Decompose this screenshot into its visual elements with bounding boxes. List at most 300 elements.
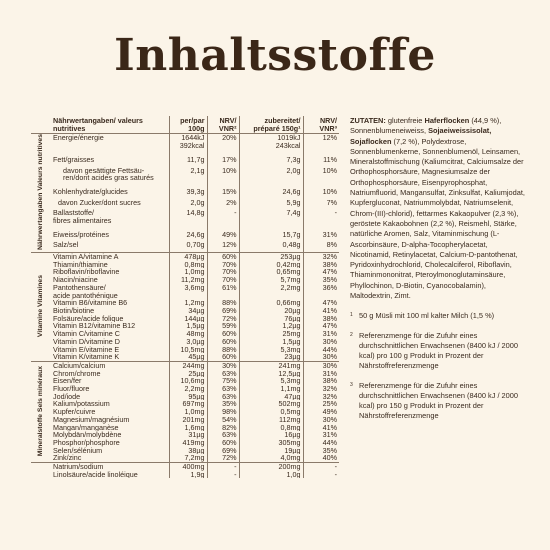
nutrient-label-text: Energie/énergie	[53, 133, 104, 143]
header-label-text: Nährwertangaben/ valeurs nutritives	[53, 116, 143, 133]
value-per100: 3,0µg	[186, 337, 205, 346]
value-prepared-cell	[239, 231, 303, 242]
value-nrv2: 47%	[322, 268, 337, 277]
value-nrv1-cell	[207, 408, 239, 416]
footnote	[350, 311, 528, 321]
nutrient-label-text: Biotin/biotine	[53, 307, 95, 315]
header-prepared-text: zubereitet/ préparé 150g¹	[253, 116, 301, 133]
value-nrv1: 60%	[222, 252, 237, 261]
value-per100: 14,8g	[186, 209, 205, 218]
value-prepared-cell	[239, 322, 303, 330]
value-per100: 478µg	[184, 252, 205, 261]
value-nrv1-cell	[207, 471, 239, 479]
value-nrv1: 60%	[222, 330, 237, 338]
value-nrv1: 10%	[222, 166, 237, 175]
value-nrv2: 30%	[322, 415, 337, 424]
value-nrv1-cell	[207, 431, 239, 439]
value-nrv1: 82%	[222, 423, 237, 432]
header-per100-text: per/par 100g	[180, 116, 205, 133]
value-per100-cell	[169, 188, 207, 199]
table-row	[31, 400, 339, 408]
table-row	[31, 261, 339, 269]
value-nrv1-cell	[207, 385, 239, 393]
value-prepared-cell	[239, 330, 303, 338]
value-prepared-cell	[239, 261, 303, 269]
value-prepared-cell	[239, 353, 303, 361]
value-per100: 144µg	[184, 314, 205, 323]
value-per100: 2,1g	[190, 166, 205, 175]
value-nrv1: 70%	[222, 268, 237, 277]
value-per100: 2,2mg	[184, 385, 205, 393]
value-per100-cell	[169, 284, 207, 299]
value-prepared-cell	[239, 400, 303, 408]
value-nrv2-cell	[303, 315, 339, 323]
value-nrv2: 44%	[322, 438, 337, 447]
value-per100-cell	[169, 307, 207, 315]
value-per100: 400mg	[182, 462, 205, 471]
value-prepared: 23µg	[284, 353, 301, 362]
value-per100-cell	[169, 353, 207, 361]
value-nrv2: 25%	[322, 400, 337, 409]
value-nrv1: 54%	[222, 415, 237, 424]
value-per100: 0,8mg	[184, 260, 205, 269]
value-nrv2-cell	[303, 416, 339, 424]
value-prepared: 112mg	[279, 415, 301, 424]
value-nrv2: 41%	[322, 423, 337, 432]
value-nrv1: 61%	[222, 283, 237, 292]
value-prepared-cell	[239, 134, 303, 156]
table-row	[31, 431, 339, 439]
table-row	[31, 377, 339, 385]
nutrient-label	[51, 431, 169, 439]
value-nrv1-cell	[207, 439, 239, 447]
value-nrv2: 12%	[322, 133, 337, 143]
table-row	[31, 307, 339, 315]
value-prepared: 1,0g	[286, 470, 301, 479]
value-prepared: 5,3mg	[280, 345, 301, 354]
nutrient-label	[51, 330, 169, 338]
value-nrv1-cell	[207, 338, 239, 346]
page-title: Inhaltsstoffe	[114, 30, 436, 81]
nutrient-label	[51, 393, 169, 401]
value-prepared-cell	[239, 346, 303, 354]
table-row	[31, 276, 339, 284]
value-per100-cell	[169, 408, 207, 416]
footnote-mark: 1	[350, 312, 353, 319]
value-per100-cell	[169, 424, 207, 432]
value-prepared: 2,2mg	[280, 283, 301, 292]
value-nrv1-cell	[207, 268, 239, 276]
nutrient-label-text: Thiamin/thiamine	[53, 260, 108, 269]
value-nrv1-cell	[207, 209, 239, 230]
table-row	[31, 471, 339, 479]
value-per100: 48mg	[186, 330, 205, 338]
value-nrv2-cell	[303, 361, 339, 369]
value-per100: 25µg	[188, 369, 205, 378]
table-row	[31, 315, 339, 323]
value-per100: 201mg	[182, 415, 205, 424]
nutrient-label-text: Vitamin B6/vitamine B6	[53, 299, 128, 307]
value-nrv1: 49%	[222, 230, 237, 239]
ingredients-column	[350, 116, 528, 421]
nutrient-label	[51, 338, 169, 346]
nutrient-label-text: Mangan/manganèse	[53, 423, 119, 432]
nutrient-label	[51, 346, 169, 354]
nutrient-label-text: Eisen/fer	[53, 377, 82, 386]
value-nrv2: 31%	[322, 369, 337, 378]
value-nrv1: 69%	[222, 307, 237, 315]
value-nrv2: 30%	[322, 337, 337, 346]
nutrient-label	[51, 261, 169, 269]
group-label: Mineralstoffe Sels minéraux	[37, 366, 44, 457]
value-nrv2: 40%	[322, 454, 337, 463]
value-nrv1: 59%	[222, 322, 237, 331]
value-nrv2: 32%	[322, 392, 337, 401]
table-row	[31, 393, 339, 401]
value-nrv1: 15%	[222, 187, 237, 196]
nutrient-label-text: davon gesättigte Fettsäu- ren/dont acides gras saturés	[63, 166, 154, 183]
nutrient-label-text: Kalium/potassium	[53, 400, 110, 409]
value-nrv1: 63%	[222, 385, 237, 393]
value-per100: 38µg	[188, 446, 205, 455]
value-nrv1: 35%	[222, 400, 237, 409]
value-prepared-cell	[239, 156, 303, 167]
value-nrv1-cell	[207, 241, 239, 252]
value-per100-cell	[169, 338, 207, 346]
value-nrv2-cell	[303, 167, 339, 188]
value-nrv1: 75%	[222, 377, 237, 386]
group-label: Nährwertangaben Valeurs nutritives	[37, 134, 44, 251]
value-per100: 24,6g	[186, 230, 205, 239]
value-nrv2: 7%	[326, 198, 337, 207]
value-per100-cell	[169, 276, 207, 284]
nutrient-label-text: Zink/zinc	[53, 454, 82, 463]
value-prepared-cell	[239, 424, 303, 432]
nutrient-label	[51, 199, 169, 210]
nutrient-label-text: Calcium/calcium	[53, 361, 106, 370]
value-prepared: 12,5µg	[278, 369, 301, 378]
value-prepared: 5,3mg	[280, 377, 301, 386]
value-nrv2-cell	[303, 307, 339, 315]
nutrient-label-text: Vitamin A/vitamine A	[53, 252, 119, 261]
value-per100: 1,2mg	[184, 299, 205, 307]
table-row	[31, 156, 339, 167]
table-row	[31, 338, 339, 346]
value-per100: 244mg	[182, 361, 205, 370]
value-nrv1: -	[234, 470, 237, 479]
group-label: Vitamine Vitamines	[37, 275, 44, 338]
table-row	[31, 416, 339, 424]
value-per100-cell	[169, 315, 207, 323]
value-nrv1-cell	[207, 361, 239, 369]
value-nrv2-cell	[303, 431, 339, 439]
header-nrv2	[303, 116, 339, 134]
nutrient-label-text: Folsäure/acide folique	[53, 314, 124, 323]
nutrient-label	[51, 424, 169, 432]
value-nrv2: 31%	[322, 431, 337, 439]
value-nrv2-cell	[303, 268, 339, 276]
value-per100-cell	[169, 471, 207, 479]
nutrient-label-text: Salz/sel	[53, 241, 79, 250]
value-per100-cell	[169, 199, 207, 210]
table-row	[31, 346, 339, 354]
nutrient-label	[51, 307, 169, 315]
table-row	[31, 268, 339, 276]
table-row	[31, 361, 339, 369]
value-per100-cell	[169, 268, 207, 276]
value-per100: 2,0g	[190, 198, 205, 207]
value-nrv2-cell	[303, 330, 339, 338]
value-nrv1-cell	[207, 315, 239, 323]
header-label	[51, 116, 169, 134]
value-prepared: 20µg	[284, 307, 301, 315]
value-per100: 1,0mg	[184, 408, 205, 416]
nutrient-label-text: Pantothensäure/ acide pantothénique	[53, 283, 118, 300]
group-label-cell	[31, 134, 51, 253]
value-nrv1-cell	[207, 199, 239, 210]
value-nrv1: 60%	[222, 337, 237, 346]
value-nrv2-cell	[303, 322, 339, 330]
value-nrv1: 12%	[222, 241, 237, 250]
value-nrv1: 72%	[222, 454, 237, 463]
value-per100: 10,6mg	[180, 377, 205, 386]
table-row	[31, 253, 339, 261]
value-nrv1: 63%	[222, 369, 237, 378]
value-prepared-cell	[239, 377, 303, 385]
nutrient-label	[51, 284, 169, 299]
value-per100: 34µg	[188, 307, 205, 315]
nutrient-label	[51, 408, 169, 416]
value-prepared: 16µg	[284, 431, 301, 439]
table-row	[31, 284, 339, 299]
value-per100: 10,5mg	[180, 345, 205, 354]
value-per100-cell	[169, 156, 207, 167]
value-nrv1-cell	[207, 299, 239, 307]
nutrient-label-text: Selen/sélénium	[53, 446, 103, 455]
value-prepared: 0,65mg	[276, 268, 301, 277]
value-prepared-cell	[239, 315, 303, 323]
value-per100-cell	[169, 454, 207, 462]
value-prepared: 0,42mg	[276, 260, 301, 269]
value-prepared: 0,66mg	[276, 299, 301, 307]
nutrient-label	[51, 241, 169, 252]
value-prepared: 241mg	[278, 361, 301, 370]
table-row	[31, 209, 339, 230]
header-prepared	[239, 116, 303, 134]
nutrient-label	[51, 447, 169, 455]
nutrient-label	[51, 471, 169, 479]
nutrient-label	[51, 253, 169, 261]
value-nrv2: 10%	[322, 187, 337, 196]
table-row	[31, 408, 339, 416]
value-nrv1-cell	[207, 346, 239, 354]
value-nrv2-cell	[303, 284, 339, 299]
value-nrv2-cell	[303, 338, 339, 346]
value-prepared: 0,8mg	[280, 423, 301, 432]
value-prepared: 7,3g	[286, 155, 301, 164]
value-nrv1: 60%	[222, 438, 237, 447]
value-nrv2-cell	[303, 439, 339, 447]
value-prepared-cell	[239, 268, 303, 276]
value-nrv2-cell	[303, 134, 339, 156]
value-prepared-cell	[239, 284, 303, 299]
nutrient-label	[51, 377, 169, 385]
value-per100: 39,3g	[186, 187, 205, 196]
nutrient-label-text: Ballaststoffe/ fibres alimentaires	[53, 209, 112, 225]
value-per100-cell	[169, 416, 207, 424]
nutrient-label	[51, 156, 169, 167]
value-nrv2-cell	[303, 261, 339, 269]
value-prepared: 2,0g	[286, 166, 301, 175]
group-label-cell	[31, 463, 51, 479]
value-nrv1-cell	[207, 447, 239, 455]
value-nrv2-cell	[303, 385, 339, 393]
footnote-text: Referenzmenge für die Zufuhr eines durchschnittlichen Erwachsenen (8400 kJ / 2000 kcal) pro 100 g Produkt in Prozent der Nährstoffreferenzmenge	[359, 331, 518, 371]
value-prepared-cell	[239, 253, 303, 261]
value-per100-cell	[169, 377, 207, 385]
footnote-text: 50 g Müsli mit 100 ml kalter Milch (1,5 %)	[359, 311, 495, 321]
value-prepared-cell	[239, 241, 303, 252]
nutrient-label	[51, 454, 169, 462]
value-nrv1-cell	[207, 393, 239, 401]
value-nrv2: 44%	[322, 345, 337, 354]
value-prepared-cell	[239, 199, 303, 210]
value-nrv2: 11%	[323, 155, 337, 164]
table-row	[31, 353, 339, 361]
footnote-text: Referenzmenge für die Zufuhr eines durchschnittlichen Erwachsenen (8400 kJ / 2000 kcal) pro 150 g Produkt in Prozent der Nährstoffreferenzmenge	[359, 381, 518, 421]
value-prepared: 305mg	[278, 438, 301, 447]
value-nrv2: 35%	[322, 446, 337, 455]
value-prepared: 1019kJ 243kcal	[275, 133, 301, 151]
header-nrv2-text: NRV/ VNR³	[319, 116, 337, 133]
value-per100-cell	[169, 439, 207, 447]
nutrient-label	[51, 463, 169, 471]
nutrient-label	[51, 400, 169, 408]
value-nrv2: -	[334, 462, 337, 471]
value-per100-cell	[169, 299, 207, 307]
footnote-mark: 2	[350, 332, 353, 339]
nutrient-label-text: Chrom/chrome	[53, 369, 101, 378]
ingredients-text	[350, 116, 528, 301]
nutrient-label	[51, 276, 169, 284]
value-per100-cell	[169, 231, 207, 242]
footnotes	[350, 311, 528, 421]
value-nrv2: 32%	[322, 385, 337, 393]
value-prepared-cell	[239, 454, 303, 462]
value-nrv1-cell	[207, 307, 239, 315]
nutrient-label	[51, 134, 169, 156]
nutrient-label-text: Fluor/fluore	[53, 385, 90, 393]
value-nrv1: 63%	[222, 392, 237, 401]
value-nrv1: 88%	[222, 345, 237, 354]
value-nrv1-cell	[207, 231, 239, 242]
table-row	[31, 424, 339, 432]
value-prepared-cell	[239, 167, 303, 188]
value-nrv1-cell	[207, 330, 239, 338]
value-nrv2: 31%	[322, 330, 337, 338]
nutrient-label-text: Natrium/sodium	[53, 462, 104, 471]
value-per100: 1,5µg	[186, 322, 205, 331]
nutrient-label	[51, 209, 169, 230]
value-per100: 3,6mg	[184, 283, 205, 292]
table-row	[31, 299, 339, 307]
value-per100-cell	[169, 346, 207, 354]
table-row	[31, 330, 339, 338]
value-per100: 0,70g	[186, 241, 205, 250]
nutrient-label-text: Vitamin C/vitamine C	[53, 330, 120, 338]
value-per100-cell	[169, 241, 207, 252]
value-prepared-cell	[239, 370, 303, 378]
nutrient-label	[51, 322, 169, 330]
value-per100-cell	[169, 322, 207, 330]
nutrient-label-text: Phosphor/phosphore	[53, 438, 120, 447]
value-nrv1-cell	[207, 353, 239, 361]
value-nrv1: -	[234, 462, 237, 471]
value-nrv1-cell	[207, 416, 239, 424]
value-nrv2-cell	[303, 156, 339, 167]
value-per100-cell	[169, 385, 207, 393]
value-nrv2-cell	[303, 241, 339, 252]
value-nrv1: 98%	[222, 408, 237, 416]
value-per100-cell	[169, 134, 207, 156]
value-prepared: 1,1mg	[280, 385, 301, 393]
nutrient-label	[51, 231, 169, 242]
nutrient-label	[51, 188, 169, 199]
value-prepared: 4,0mg	[280, 454, 301, 463]
value-nrv2-cell	[303, 447, 339, 455]
ingredient-text: (7,2 %), Polydextrose, Sonnenblumenkerne, Sonnenblumenöl, Leinsamen, Mineralstoffmischung (Kaliumcitrat, Calciumsalze der Orthophosphorsäure, Magnesiumsalze der Orthophosphorsäure, Eisenpyrophosphat, Natriumfluorid, Mangansulfat, Zinksulfat, Kaliumjodat, Kupfergluconat, Natriummolybdat, Natriumselenit, Chrom-(III)-chlorid), fettarmes Kakaopulver (2,3 %), geröstete Kakaobohnen (2,2 %), Reismehl, Stärke, natürliche Aromen, Salz, Vitaminmischung (L-Ascorbinsäure, D-alpha-Tocopherylacetat, Nicotinamid, Retinylacetat, Calcium-D-pantothenat, Pyridoxinhydrochlorid, Cholecalciferol, Riboflavin, Thiaminmononitrat, Pteroylmonoglutaminsäure, Phyllochinon, D-Biotin, Cyanocobalamin), Maltodextrin, Zimt.	[350, 136, 525, 301]
nutrient-label	[51, 315, 169, 323]
value-nrv1: 69%	[222, 446, 237, 455]
value-nrv2: 10%	[322, 166, 337, 175]
value-nrv2-cell	[303, 393, 339, 401]
value-prepared-cell	[239, 188, 303, 199]
value-nrv2-cell	[303, 370, 339, 378]
value-nrv2-cell	[303, 231, 339, 242]
value-per100-cell	[169, 167, 207, 188]
value-nrv2-cell	[303, 188, 339, 199]
value-prepared: 0,48g	[282, 241, 301, 250]
nutrient-label-text: Vitamin K/vitamine K	[53, 353, 120, 362]
value-prepared-cell	[239, 276, 303, 284]
nutrient-label-text: Vitamin D/vitamine D	[53, 337, 120, 346]
value-nrv2: 30%	[322, 361, 337, 370]
value-per100-cell	[169, 209, 207, 230]
value-prepared: 200mg	[278, 462, 301, 471]
footnote-mark: 3	[350, 382, 353, 389]
table-row	[31, 188, 339, 199]
value-per100-cell	[169, 431, 207, 439]
value-nrv2: 31%	[322, 230, 337, 239]
value-nrv2: 35%	[322, 276, 337, 284]
table-row	[31, 199, 339, 210]
header-nrv1-text: NRV/ VNR²	[218, 116, 237, 133]
nutrient-label-text: Molybdän/molybdène	[53, 431, 122, 439]
value-prepared-cell	[239, 393, 303, 401]
value-prepared: 76µg	[284, 314, 301, 323]
value-per100-cell	[169, 393, 207, 401]
value-nrv1: 88%	[222, 299, 237, 307]
value-prepared-cell	[239, 439, 303, 447]
value-nrv2: 41%	[322, 307, 337, 315]
value-prepared: 0,5mg	[280, 408, 301, 416]
ingredient-text: (44,9 %), Sonnenblumeneiweiss,	[350, 116, 502, 136]
value-prepared: 25mg	[282, 330, 301, 338]
value-prepared: 1,5µg	[282, 337, 301, 346]
table-row	[31, 322, 339, 330]
value-prepared-cell	[239, 431, 303, 439]
value-prepared-cell	[239, 447, 303, 455]
